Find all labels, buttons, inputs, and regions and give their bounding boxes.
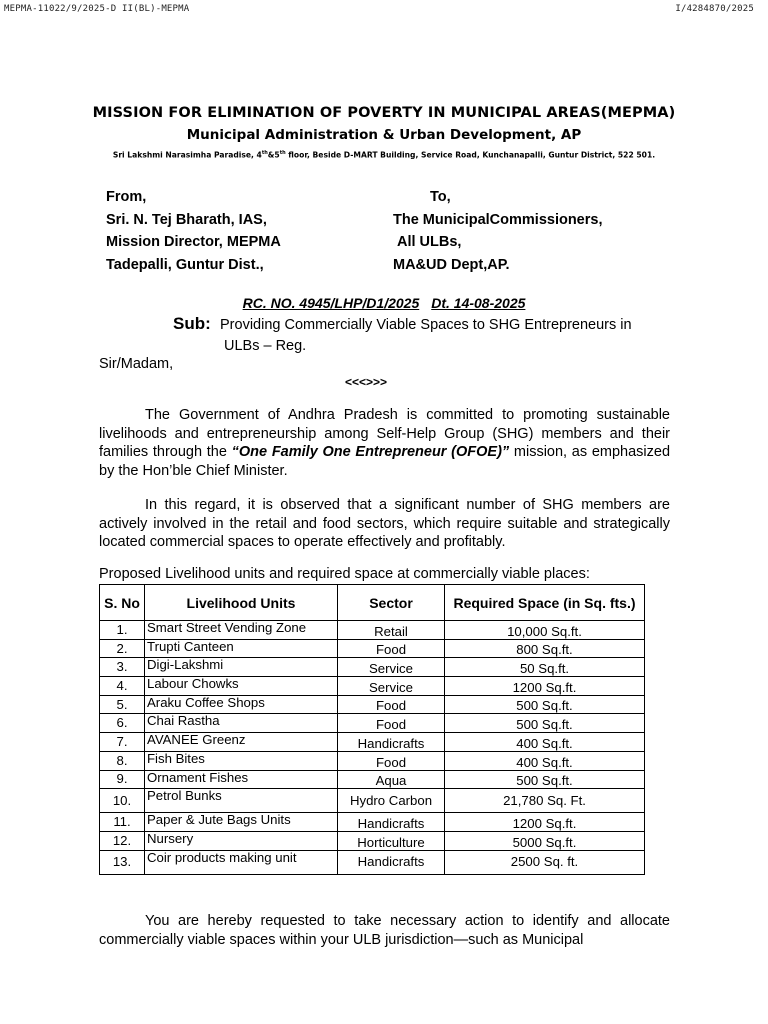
cell-sno: 4. — [100, 677, 145, 696]
subject-text-line2: ULBs – Reg. — [224, 338, 307, 354]
cell-sector: Aqua — [338, 770, 445, 789]
cell-livelihood-unit: Paper & Jute Bags Units — [145, 813, 338, 832]
cell-sector: Horticulture — [338, 831, 445, 850]
cell-required-space: 1200 Sq.ft. — [445, 677, 645, 696]
from-place: Tadepalli, Guntur Dist., — [106, 256, 264, 273]
cell-livelihood-unit: Nursery — [145, 831, 338, 850]
table-row — [100, 621, 645, 640]
cell-sector: Handicrafts — [338, 733, 445, 752]
cell-required-space: 400 Sq.ft. — [445, 733, 645, 752]
header-livelihood-units: Livelihood Units — [145, 585, 338, 621]
cell-required-space: 21,780 Sq. Ft. — [445, 789, 645, 813]
reference-line — [0, 295, 768, 311]
table-row — [100, 714, 645, 733]
cell-required-space: 400 Sq.ft. — [445, 751, 645, 770]
from-name: Sri. N. Tej Bharath, IAS, — [106, 211, 267, 228]
table-row — [100, 733, 645, 752]
cell-livelihood-unit: Coir products making unit — [145, 850, 338, 874]
to-address — [393, 186, 603, 276]
table-row — [100, 831, 645, 850]
cell-required-space: 500 Sq.ft. — [445, 714, 645, 733]
cell-sector: Handicrafts — [338, 813, 445, 832]
from-label: From, — [106, 189, 147, 205]
cell-sno: 3. — [100, 658, 145, 677]
table-row — [100, 639, 645, 658]
paragraph-request: You are hereby requested to take necessary action to identify and allocate commercially viable spaces within your ULB jurisdiction—such as Municipal — [99, 913, 670, 948]
cell-sno: 11. — [100, 813, 145, 832]
cell-sno: 1. — [100, 621, 145, 640]
cell-sno: 5. — [100, 695, 145, 714]
table-row — [100, 789, 645, 813]
ofoe-mission-name: “One Family One Entrepreneur (OFOE)” — [231, 444, 510, 460]
cell-sector: Service — [338, 658, 445, 677]
rc-number: RC. NO. 4945/LHP/D1/2025 — [242, 295, 420, 311]
org-address: Sri Lakshmi Narasimha Paradise, 4th&5th floor, Beside D-MART Building, Service Road, Kunchanapalli, Guntur District, 522 501. — [112, 150, 656, 160]
to-label: To, — [430, 189, 451, 205]
cell-livelihood-unit: Trupti Canteen — [145, 639, 338, 658]
paragraph-observation: In this regard, it is observed that a significant number of SHG members are actively involved in the retail and food sectors, which require suitable and strategically located commercial spaces to operate effectively and profitably. — [99, 497, 670, 550]
cell-sector: Hydro Carbon — [338, 789, 445, 813]
cell-required-space: 800 Sq.ft. — [445, 639, 645, 658]
from-designation: Mission Director, MEPMA — [106, 234, 281, 250]
cell-sno: 9. — [100, 770, 145, 789]
cell-livelihood-unit: Ornament Fishes — [145, 770, 338, 789]
cell-livelihood-unit: Araku Coffee Shops — [145, 695, 338, 714]
cell-sno: 10. — [100, 789, 145, 813]
livelihood-units-table — [99, 584, 645, 875]
subject-label: Sub: — [173, 314, 211, 333]
org-department: Municipal Administration & Urban Development, AP — [186, 127, 582, 143]
table-row — [100, 751, 645, 770]
header-sector: Sector — [338, 585, 445, 621]
org-title: MISSION FOR ELIMINATION OF POVERTY IN MUNICIPAL AREAS(MEPMA) — [92, 105, 676, 121]
subject-text-line1: Providing Commercially Viable Spaces to SHG Entrepreneurs in — [220, 317, 632, 333]
to-ulbs: All ULBs, — [397, 234, 462, 250]
cell-livelihood-unit: Labour Chowks — [145, 677, 338, 696]
cell-sector: Handicrafts — [338, 850, 445, 874]
cell-required-space: 1200 Sq.ft. — [445, 813, 645, 832]
inward-reference: I/4284870/2025 — [675, 4, 754, 14]
cell-sector: Service — [338, 677, 445, 696]
cell-livelihood-unit: Chai Rastha — [145, 714, 338, 733]
cell-required-space: 5000 Sq.ft. — [445, 831, 645, 850]
table-row — [100, 770, 645, 789]
cell-livelihood-unit: Fish Bites — [145, 751, 338, 770]
table-row — [100, 677, 645, 696]
cell-sno: 8. — [100, 751, 145, 770]
cell-required-space: 10,000 Sq.ft. — [445, 621, 645, 640]
cell-livelihood-unit: AVANEE Greenz — [145, 733, 338, 752]
cell-sno: 12. — [100, 831, 145, 850]
cell-livelihood-unit: Digi-Lakshmi — [145, 658, 338, 677]
cell-sno: 6. — [100, 714, 145, 733]
salutation: Sir/Madam, — [99, 356, 174, 372]
from-address — [106, 186, 281, 276]
cell-livelihood-unit: Petrol Bunks — [145, 789, 338, 813]
to-department: MA&UD Dept,AP. — [393, 256, 510, 273]
table-caption: Proposed Livelihood units and required space at commercially viable places: — [99, 566, 590, 582]
cell-livelihood-unit: Smart Street Vending Zone — [145, 621, 338, 640]
cell-sector: Food — [338, 639, 445, 658]
header-sno: S. No — [100, 585, 145, 621]
cell-sector: Food — [338, 695, 445, 714]
separator: <<<>>> — [345, 375, 388, 389]
cell-required-space: 2500 Sq. ft. — [445, 850, 645, 874]
cell-sector: Retail — [338, 621, 445, 640]
cell-required-space: 500 Sq.ft. — [445, 770, 645, 789]
table-row — [100, 658, 645, 677]
cell-required-space: 500 Sq.ft. — [445, 695, 645, 714]
file-reference: MEPMA-11022/9/2025-D II(BL)-MEPMA — [4, 4, 190, 14]
cell-sno: 2. — [100, 639, 145, 658]
table-header-row — [100, 585, 645, 621]
paragraph-intro: The Government of Andhra Pradesh is committed to promoting sustainable livelihoods and entrepreneurship among Self-Help Group (SHG) members and their families through the “One Family One Entrepreneur (OFOE)” mission, as emphasized by the Hon’ble Chief Minister. — [99, 407, 671, 479]
table-row — [100, 813, 645, 832]
cell-sector: Food — [338, 751, 445, 770]
to-recipient: The MunicipalCommissioners, — [393, 211, 603, 228]
table-row — [100, 695, 645, 714]
table-row — [100, 850, 645, 874]
cell-sector: Food — [338, 714, 445, 733]
rc-date: Dt. 14-08-2025 — [431, 295, 526, 311]
cell-sno: 7. — [100, 733, 145, 752]
cell-sno: 13. — [100, 850, 145, 874]
header-required-space: Required Space (in Sq. fts.) — [445, 585, 645, 621]
cell-required-space: 50 Sq.ft. — [445, 658, 645, 677]
